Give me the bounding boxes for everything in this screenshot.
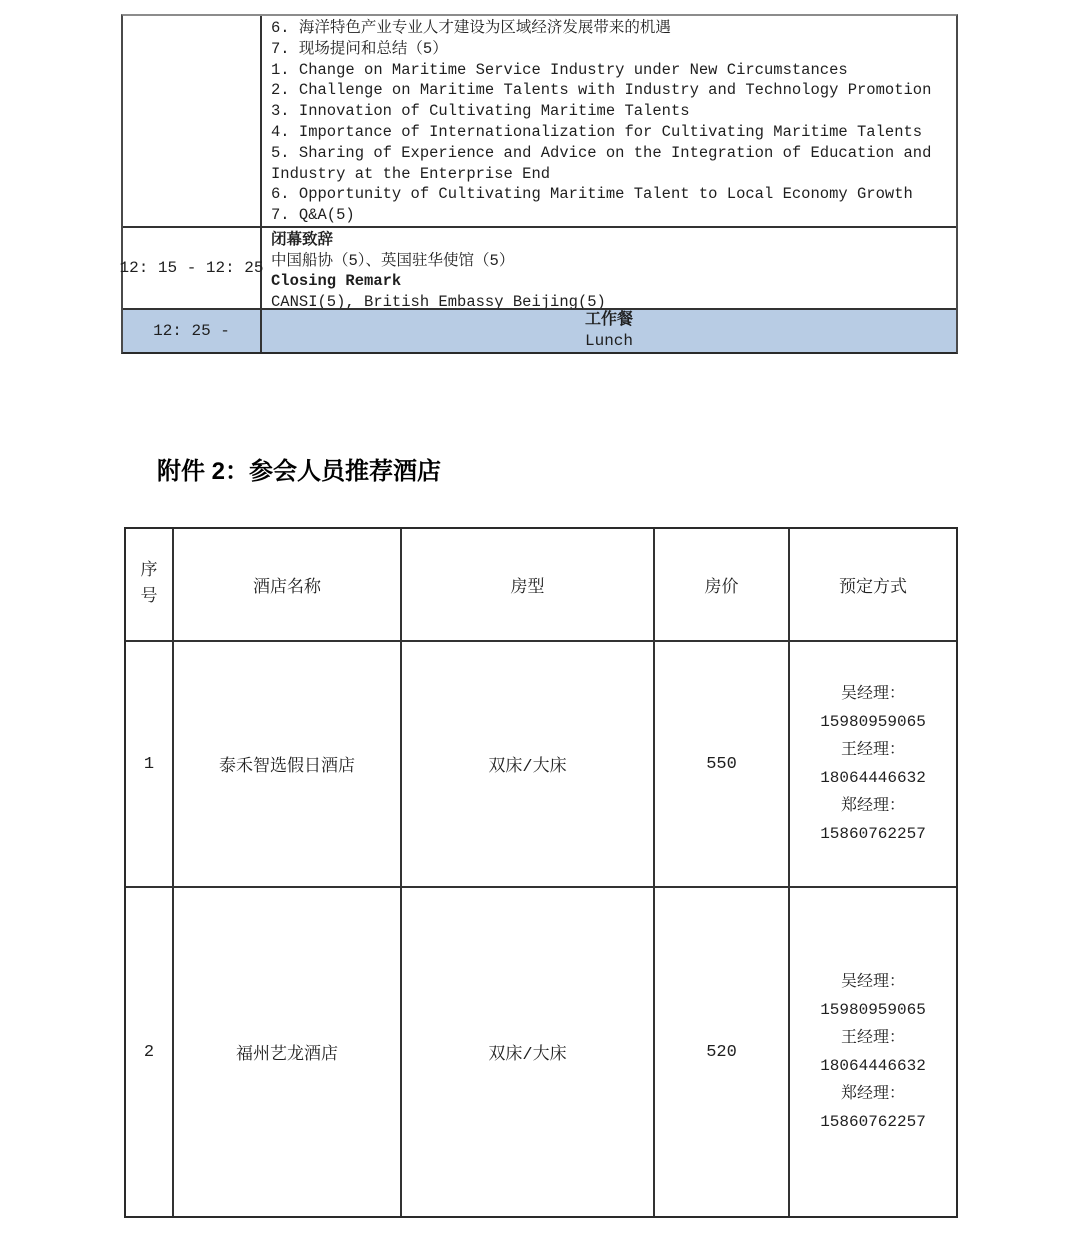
hotel-1-price: 550 (655, 642, 790, 886)
schedule-table (121, 14, 958, 354)
agenda-line: 7. Q&A(5) (271, 206, 355, 225)
closing-speakers-zh: 中国船协（5）、英国驻华使馆（5） (271, 251, 515, 270)
booking-contact-line: 15980959065 (820, 1001, 926, 1019)
booking-contact-line: 15860762257 (820, 1113, 926, 1131)
attachment-2-heading: 附件 2：参会人员推荐酒店 (157, 458, 442, 485)
agenda-line: Industry at the Enterprise End (271, 164, 551, 183)
hotel-2-no: 2 (126, 888, 174, 1216)
booking-contact-line: 王经理： (840, 1029, 905, 1047)
hotel-table (124, 527, 958, 1218)
schedule-closing-row (119, 226, 956, 308)
hotel-row-1 (126, 640, 956, 886)
booking-contact-line: 18064446632 (820, 1057, 926, 1075)
booking-contact-line: 王经理： (840, 741, 905, 759)
hotel-1-booking (790, 642, 956, 886)
lunch-content-cell (262, 310, 956, 352)
booking-contact-line: 吴经理： (840, 973, 905, 991)
booking-contact-line: 15980959065 (820, 713, 926, 731)
agenda-line: 6. Opportunity of Cultivating Maritime Talent to Local Economy Growth (271, 185, 913, 204)
hotel-table-header-row (126, 529, 956, 640)
header-booking-method: 预定方式 (839, 578, 907, 598)
schedule-agenda-row (123, 16, 956, 226)
header-serial-number (126, 529, 174, 640)
agenda-line: 3. Innovation of Cultivating Maritime Talents (271, 102, 690, 121)
agenda-line: 4. Importance of Internationalization for Cultivating Maritime Talents (271, 122, 923, 141)
closing-time: 12: 15 - 12: 25 (123, 228, 262, 308)
agenda-time-cell (123, 16, 262, 226)
agenda-line: 5. Sharing of Experience and Advice on the Integration of Education and (271, 143, 932, 162)
hotel-row-2 (126, 886, 956, 1216)
hotel-1-room-type: 双床/大床 (402, 642, 655, 886)
hotel-1-name: 泰禾智选假日酒店 (174, 642, 402, 886)
closing-title-zh: 闭幕致辞 (271, 231, 334, 249)
hotel-2-room-type: 双床/大床 (402, 888, 655, 1216)
agenda-line: 7. 现场提问和总结（5） (271, 39, 448, 58)
hotel-2-price: 520 (655, 888, 790, 1216)
hotel-2-name: 福州艺龙酒店 (174, 888, 402, 1216)
hotel-2-booking (790, 888, 956, 1216)
booking-contact-line: 18064446632 (820, 769, 926, 787)
header-hotel-name: 酒店名称 (174, 529, 402, 640)
closing-speakers-en: CANSI(5), British Embassy Beijing(5) (271, 292, 606, 308)
closing-title-en: Closing Remark (271, 272, 402, 290)
agenda-line: 1. Change on Maritime Service Industry under New Circumstances (271, 60, 848, 79)
booking-contact-line: 郑经理： (840, 1085, 905, 1103)
booking-contact-line: 郑经理： (840, 797, 905, 815)
agenda-line: 6. 海洋特色产业专业人才建设为区域经济发展带来的机遇 (271, 19, 671, 37)
header-room-price: 房价 (655, 529, 790, 640)
booking-contact-line: 15860762257 (820, 825, 926, 843)
lunch-label-en: Lunch (584, 332, 633, 350)
schedule-lunch-row (123, 308, 956, 352)
hotel-1-no: 1 (126, 642, 174, 886)
lunch-label-zh: 工作餐 (584, 311, 633, 329)
lunch-time: 12: 25 - (123, 310, 262, 352)
agenda-content-cell (262, 16, 956, 226)
header-room-type: 房型 (402, 529, 655, 640)
agenda-line: 2. Challenge on Maritime Talents with Industry and Technology Promotion (271, 81, 932, 100)
closing-content-cell (262, 228, 956, 308)
booking-contact-line: 吴经理： (840, 685, 905, 703)
header-serial-number-label: 序号 (140, 561, 158, 607)
